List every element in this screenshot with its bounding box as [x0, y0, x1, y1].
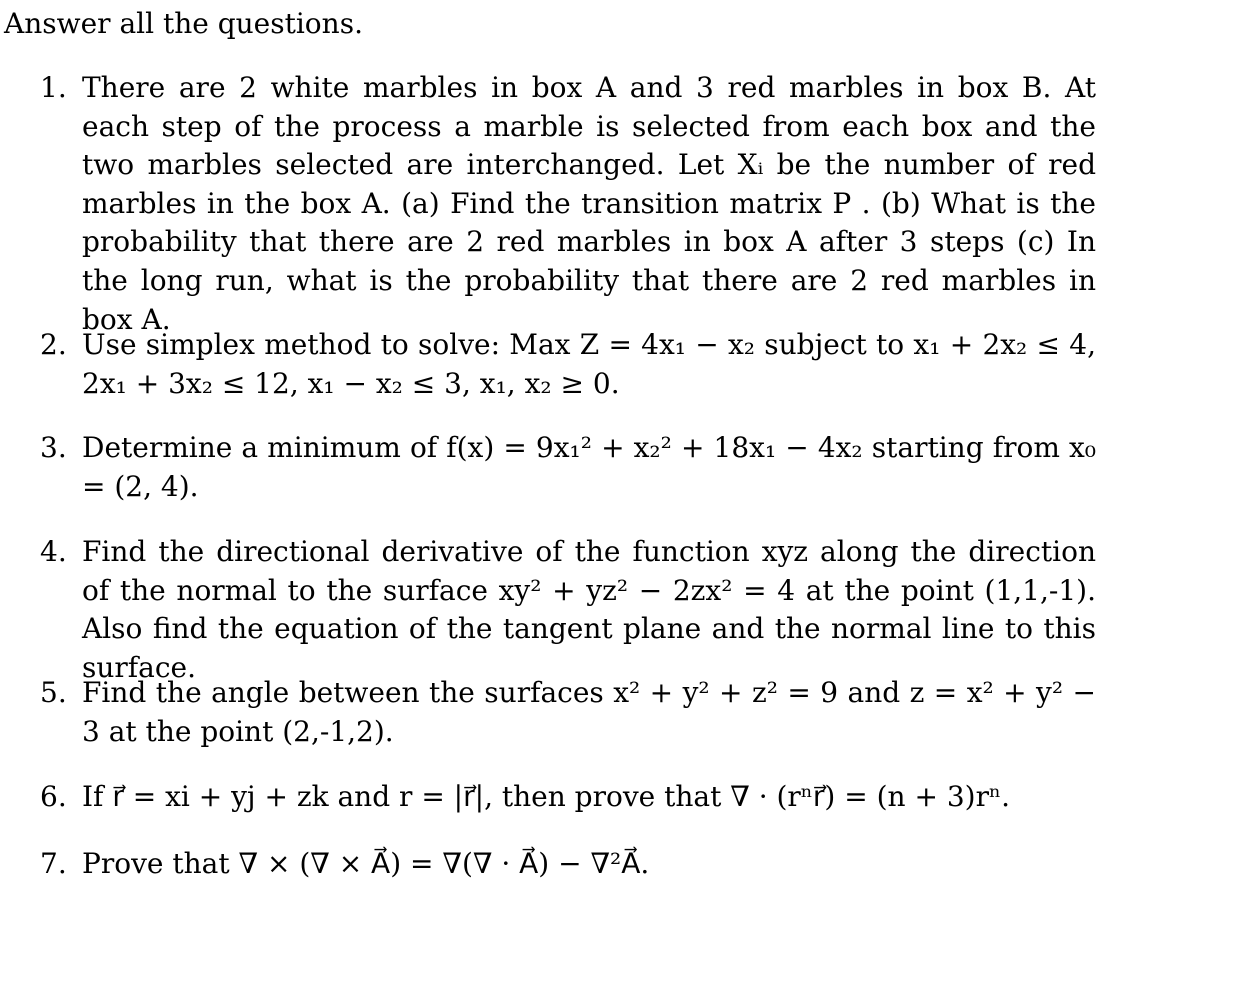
- question-text: Prove that ∇ × (∇ × A⃗) = ∇(∇ · A⃗) − ∇²A⃗.: [82, 847, 650, 880]
- question-3: [40, 429, 1100, 507]
- question-text: Find the angle between the surfaces x² + y² + z² = 9 and z = x² + y² − 3 at the point (2,-1,2).: [82, 676, 1096, 748]
- question-1: [40, 69, 1100, 336]
- question-text: Find the directional derivative of the function xyz along the direction of the normal to the surface xy² + yz² − 2zx² = 4 at the point (1,1,-1). Also find the equation of the tangent plane and the normal line to this surface.: [82, 535, 1096, 684]
- question-text: Use simplex method to solve: Max Z = 4x₁ − x₂ subject to x₁ + 2x₂ ≤ 4, 2x₁ + 3x₂ ≤ 12, x₁ − x₂ ≤ 3, x₁, x₂ ≥ 0.: [82, 328, 1096, 400]
- question-number: 5.: [40, 676, 67, 709]
- question-4: [40, 533, 1100, 684]
- question-text: There are 2 white marbles in box A and 3 red marbles in box B. At each step of the process a marble is selected from each box and the two marbles selected are interchanged. Let Xᵢ be the number of red marbles in the box A. (a) Find the transition matrix P . (b) What is the probability that there are 2 red marbles in box A after 3 steps (c) In the long run, what is the probability that there are 2 red marbles in box A.: [82, 71, 1096, 336]
- question-number: 3.: [40, 431, 67, 464]
- question-2: [40, 326, 1100, 404]
- question-text: Determine a minimum of f(x) = 9x₁² + x₂² + 18x₁ − 4x₂ starting from x₀ = (2, 4).: [82, 431, 1096, 503]
- question-number: 4.: [40, 535, 67, 568]
- question-7: [40, 845, 1100, 885]
- question-number: 7.: [40, 847, 67, 880]
- question-text: If r⃗ = xi + yj + zk and r = |r⃗|, then prove that ∇ · (rⁿr⃗) = (n + 3)rⁿ.: [82, 780, 1010, 813]
- question-number: 1.: [40, 71, 67, 104]
- question-6: [40, 778, 1100, 818]
- question-number: 2.: [40, 328, 67, 361]
- question-number: 6.: [40, 780, 67, 813]
- instruction-text: Answer all the questions.: [4, 7, 363, 40]
- question-5: [40, 674, 1100, 752]
